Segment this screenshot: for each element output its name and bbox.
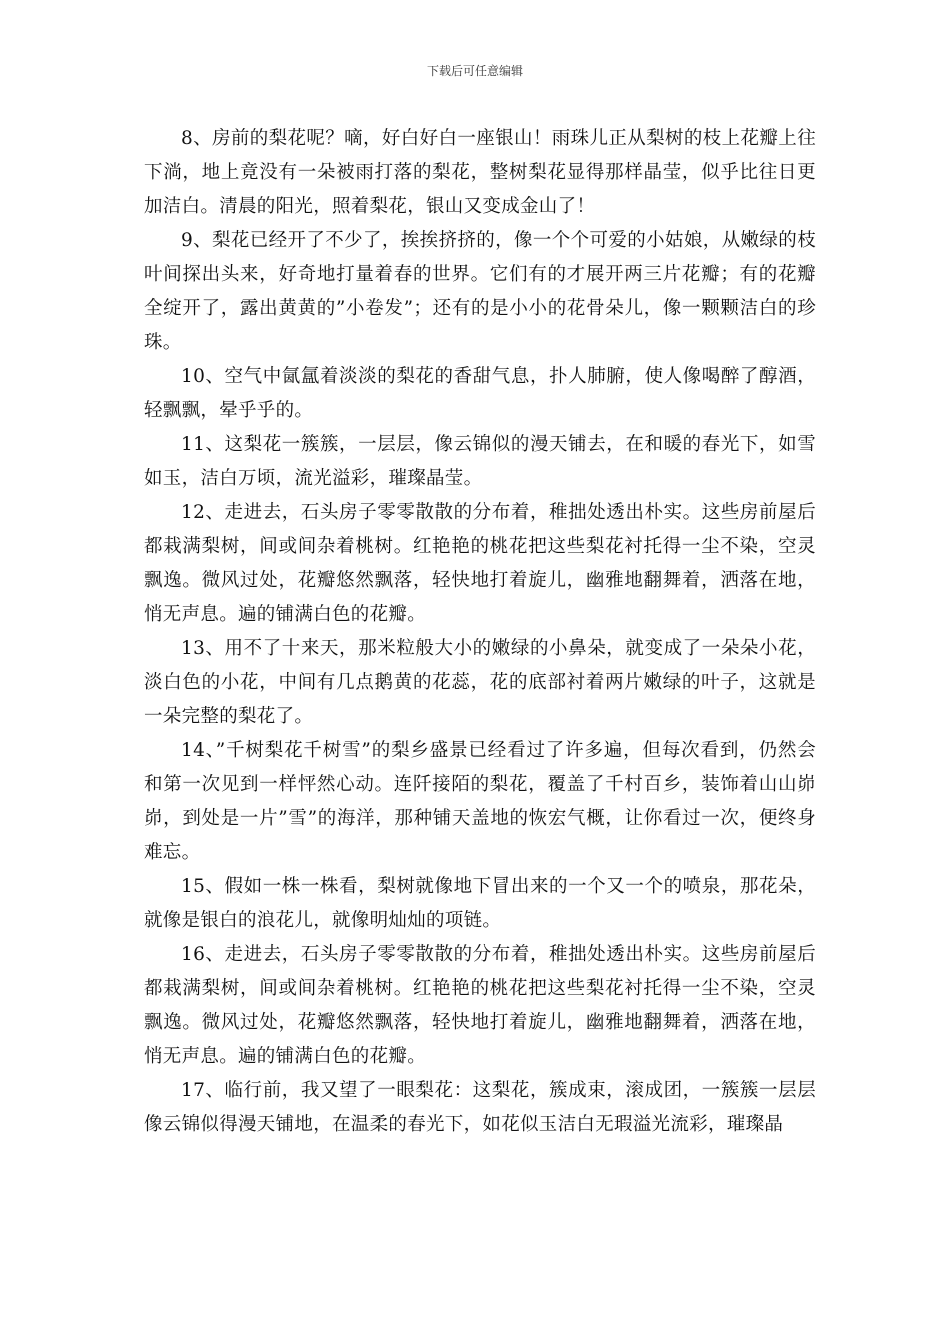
paragraph-12: 12、走进去，石头房子零零散散的分布着，稚拙处透出朴实。这些房前屋后都栽满梨树，间或间杂着桃树。红艳艳的桃花把这些梨花衬托得一尘不染，空灵飘逸。微风过处，花瓣悠然飘落，轻快地打着旋儿，幽雅地翻舞着，洒落在地，悄无声息。遍的铺满白色的花瓣。 [144, 502, 816, 625]
paragraph-17: 17、临行前，我又望了一眼梨花：这梨花，簇成束，滚成团，一簇簇一层层像云锦似得漫天铺地，在温柔的春光下，如花似玉洁白无瑕溢光流彩，璀璨晶 [144, 1080, 816, 1135]
page-header: 下载后可任意编辑 [426, 64, 523, 78]
paragraph-8: 8、房前的梨花呢？嘀，好白好白一座银山！雨珠儿正从梨树的枝上花瓣上往下淌，地上竟没有一朵被雨打落的梨花，整树梨花显得那样晶莹，似乎比往日更加洁白。清晨的阳光，照着梨花，银山又变成金山了！ [144, 128, 816, 217]
paragraph-9: 9、梨花已经开了不少了，挨挨挤挤的，像一个个可爱的小姑娘，从嫩绿的枝叶间探出头来，好奇地打量着春的世界。它们有的才展开两三片花瓣；有的花瓣全绽开了，露出黄黄的”小卷发”；还有的是小小的花骨朵儿，像一颗颗洁白的珍珠。 [144, 230, 816, 353]
paragraph-15: 15、假如一株一株看，梨树就像地下冒出来的一个又一个的喷泉，那花朵，就像是银白的浪花儿，就像明灿灿的项链。 [144, 876, 816, 931]
paragraph-11: 11、这梨花一簇簇，一层层，像云锦似的漫天铺去，在和暖的春光下，如雪如玉，洁白万顷，流光溢彩，璀璨晶莹。 [144, 434, 816, 489]
paragraph-13: 13、用不了十来天，那米粒般大小的嫩绿的小鼻朵，就变成了一朵朵小花，淡白色的小花，中间有几点鹅黄的花蕊，花的底部衬着两片嫩绿的叶子，这就是一朵完整的梨花了。 [144, 638, 816, 727]
document-body [144, 122, 816, 1142]
paragraph-14: 14、”千树梨花千树雪”的梨乡盛景已经看过了许多遍，但每次看到，仍然会和第一次见到一样怦然心动。连阡接陌的梨花，覆盖了千村百乡，装饰着山山峁峁，到处是一片”雪”的海洋，那种铺天盖地的恢宏气概，让你看过一次，便终身难忘。 [144, 740, 816, 863]
paragraph-10: 10、空气中氤氲着淡淡的梨花的香甜气息，扑人肺腑，使人像喝醉了醇酒，轻飘飘，晕乎乎的。 [144, 366, 816, 421]
paragraph-16: 16、走进去，石头房子零零散散的分布着，稚拙处透出朴实。这些房前屋后都栽满梨树，间或间杂着桃树。红艳艳的桃花把这些梨花衬托得一尘不染，空灵飘逸。微风过处，花瓣悠然飘落，轻快地打着旋儿，幽雅地翻舞着，洒落在地，悄无声息。遍的铺满白色的花瓣。 [144, 944, 816, 1067]
